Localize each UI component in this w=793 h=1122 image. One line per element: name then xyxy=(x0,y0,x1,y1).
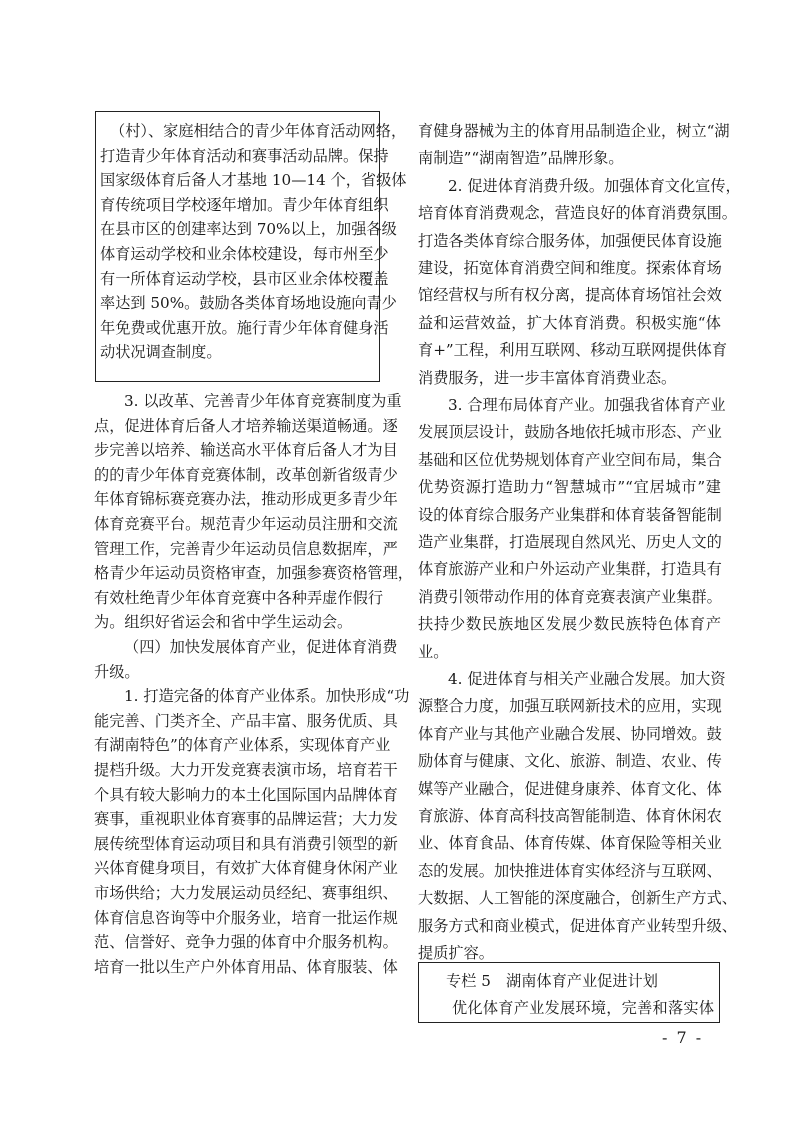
left-body-line: 有湖南特色”的体育产业体系，实现体育产业 xyxy=(94,736,391,755)
left-box-line: （村）、家庭相结合的青少年体育活动网络， xyxy=(110,122,407,140)
right-body-line: 体育产业与其他产业融合发展、协同增效。鼓 xyxy=(418,724,722,743)
left-body-line: 范、信誉好、竞争力强的体育中介服务机构。 xyxy=(94,933,398,952)
right-body-line: 业、体育食品、体育传媒、体育保险等相关业 xyxy=(418,834,722,853)
right-body-line: 南制造”“湖南智造”品牌形象。 xyxy=(418,149,624,168)
left-body-line: （四）加快发展体育产业，促进体育消费 xyxy=(124,638,398,656)
left-body-line: 有效杜绝青少年体育竞赛中各种弄虚作假行 xyxy=(94,588,383,607)
left-body-line: 管理工作，完善青少年运动员信息数据库，严 xyxy=(94,539,398,558)
left-box-line: 育传统项目学校逐年增加。青少年体育组织 xyxy=(100,195,389,214)
left-body-line: 市场供给；大力发展运动员经纪、赛事组织、 xyxy=(94,884,398,902)
left-body-line: 的的青少年体育竞赛体制，改革创新省级青少 xyxy=(94,465,398,484)
column-5-title: 专栏 5 湖南体育产业促进计划 xyxy=(446,972,658,990)
left-body-line: 为。组织好省运会和省中学生运动会。 xyxy=(94,613,353,632)
right-body-line: 态的发展。加快推进体育实体经济与互联网、 xyxy=(418,861,722,880)
left-body-line: 个具有较大影响力的本土化国际国内品牌体育 xyxy=(94,785,398,804)
left-body-line: 3. 以改革、完善青少年体育竞赛制度为重 xyxy=(124,392,402,410)
right-body-line: 消费服务，进一步丰富体育消费业态。 xyxy=(418,368,677,387)
page-number: - 7 - xyxy=(662,1028,704,1047)
right-body-line: 优势资源打造助力“智慧城市”“宜居城市”建 xyxy=(418,478,721,497)
right-body-line: 业。 xyxy=(418,642,449,661)
right-body-line: 大数据、人工智能的深度融合，创新生产方式、 xyxy=(418,889,737,908)
left-box-line: 动状况调查制度。 xyxy=(100,343,222,362)
left-body-line: 培育一批以生产户外体育用品、体育服装、体 xyxy=(94,957,398,976)
right-body-line: 建设，拓宽体育消费空间和维度。探索体育场 xyxy=(418,259,722,277)
left-body-line: 赛事，重视职业体育赛事的品牌运营；大力发 xyxy=(94,810,398,829)
left-body-line: 升级。 xyxy=(94,662,140,681)
right-body-line: 设的体育综合服务产业集群和体育装备智能制 xyxy=(418,505,722,524)
left-body-line: 步完善以培养、输送高水平体育后备人才为目 xyxy=(94,441,398,460)
left-box-line: 率达到 50%。鼓励各类体育场地设施向青少 xyxy=(100,294,397,313)
right-body-line: 体育旅游产业和户外运动产业集群，打造具有 xyxy=(418,560,722,579)
left-body-line: 体育竞赛平台。规范青少年运动员注册和交流 xyxy=(94,515,398,533)
column-5-first-line xyxy=(452,998,714,1018)
left-body-line: 1. 打造完备的体育产业体系。加快形成“功 xyxy=(124,687,410,706)
right-body-line: 基础和区位优势规划体育产业空间布局，集合 xyxy=(418,450,722,469)
left-body-line: 提档升级。大力开发竞赛表演市场，培育若干 xyxy=(94,761,398,779)
right-body-line: 育旅游、体育高科技高智能制造、体育休闲农 xyxy=(418,807,722,825)
right-body-line: 4. 促进体育与相关产业融合发展。加大资 xyxy=(448,670,726,688)
left-body-line: 年体育锦标赛竞赛办法，推动形成更多青少年 xyxy=(94,490,398,509)
left-body-line: 点，促进体育后备人才培养输送渠道畅通。逐 xyxy=(94,416,398,435)
right-body-line: 发展顶层设计，鼓励各地依托城市形态、产业 xyxy=(418,423,722,442)
right-body-line: 励体育与健康、文化、旅游、制造、农业、传 xyxy=(418,752,722,771)
right-body-line: 3. 合理布局体育产业。加强我省体育产业 xyxy=(448,396,726,414)
right-body-line: 培育体育消费观念，营造良好的体育消费氛围。 xyxy=(418,204,737,223)
column-5-line-text: 优化体育产业发展环境，完善和落实体 xyxy=(452,999,714,1017)
right-body-line: 源整合力度，加强互联网新技术的应用，实现 xyxy=(418,697,722,716)
right-body-line: 育+”工程，利用互联网、移动互联网提供体育 xyxy=(418,341,728,360)
left-body-line: 能完善、门类齐全、产品丰富、服务优质、具 xyxy=(94,711,398,730)
left-body-line: 格青少年运动员资格审查，加强参赛资格管理， xyxy=(94,564,413,583)
right-body-line: 打造各类体育综合服务体，加强便民体育设施 xyxy=(418,231,722,250)
left-box-line: 国家级体育后备人才基地 10—14 个，省级体 xyxy=(100,171,407,190)
left-box-line: 有一所体育运动学校，县市区业余体校覆盖 xyxy=(100,269,389,288)
right-body-line: 益和运营效益，扩大体育消费。积极实施“体 xyxy=(418,313,721,332)
left-box-line: 打造青少年体育活动和赛事活动品牌。保持 xyxy=(100,146,389,165)
right-body-line: 服务方式和商业模式，促进体育产业转型升级、 xyxy=(418,916,737,935)
left-box-line: 体育运动学校和业余体校建设，每市州至少 xyxy=(100,245,389,263)
right-body-line: 消费引领带动作用的体育竞赛表演产业集群。 xyxy=(418,587,722,606)
right-body-line: 媒等产业融合，促进健身康养、体育文化、体 xyxy=(418,779,722,798)
right-body-line: 2. 促进体育消费升级。加强体育文化宣传， xyxy=(448,176,741,195)
right-body-line: 扶持少数民族地区发展少数民族特色体育产 xyxy=(418,615,721,634)
right-body-line: 馆经营权与所有权分离，提高体育场馆社会效 xyxy=(418,286,722,305)
right-body-line: 育健身器械为主的体育用品制造企业，树立“湖 xyxy=(418,122,730,140)
left-body-line: 体育信息咨询等中介服务业，培育一批运作规 xyxy=(94,908,398,927)
left-body-line: 展传统型体育运动项目和具有消费引领型的新 xyxy=(94,834,398,853)
left-box-line: 在县市区的创建率达到 70%以上，加强各级 xyxy=(100,220,397,239)
left-box-line: 年免费或优惠开放。施行青少年体育健身活 xyxy=(100,318,389,337)
right-body-line: 提质扩容。 xyxy=(418,944,494,962)
left-body-line: 兴体育健身项目，有效扩大体育健身休闲产业 xyxy=(94,859,398,878)
right-body-line: 造产业集群，打造展现自然风光、历史人文的 xyxy=(418,533,722,551)
